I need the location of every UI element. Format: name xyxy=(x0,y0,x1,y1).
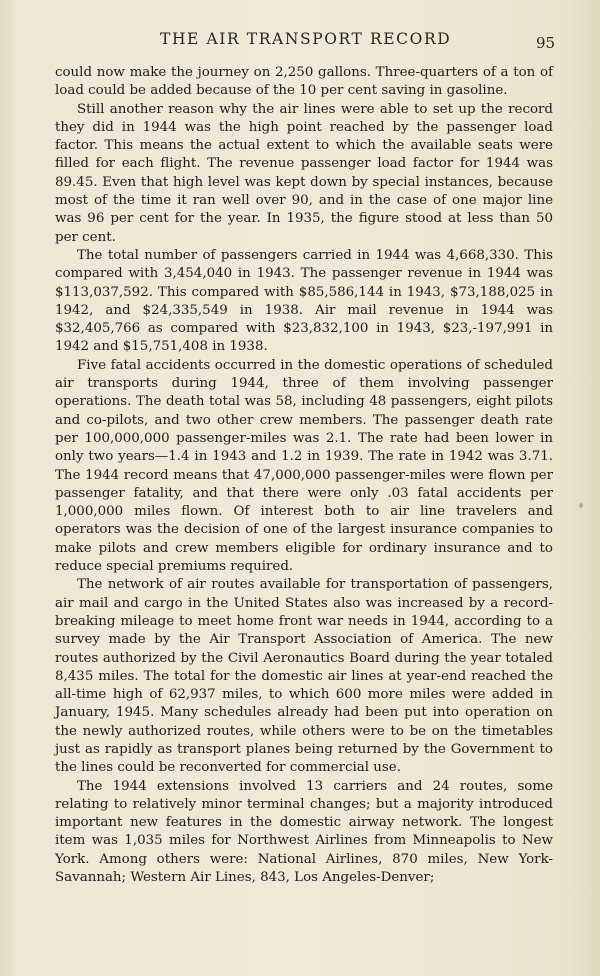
paragraph-passenger-revenue: The total number of passengers carried in 1944 was 4,668,330. This compared with 3,454,040 in 1943. The passenger revenue in 1944 was $113,037,592. This compared with $85,586,144 in 1943, $73,188,025 in 1942, and $24,335,549 in 1938. Air mail revenue in 1944 was $32,405,766 as compared with $23,832,100 in 1943, $23,-197,991 in 1942 and $15,751,408 in 1938. xyxy=(55,247,553,355)
body-text xyxy=(55,64,553,887)
paragraph-fatal-accidents: Five fatal accidents occurred in the domestic operations of scheduled air transports during 1944, three of them involving passenger operations. The death total was 58, including 48 passengers, eight pilots and co-pilots, and two other crew members. The passenger death rate per 100,000,000 passenger-miles was 2.1. The rate had been lower in only two years—1.4 in 1943 and 1.2 in 1939. The rate in 1942 was 3.71. The 1944 record means that 47,000,000 passenger-miles were flown per passenger fatality, and that there were only .03 fatal accidents per 1,000,000 miles flown. Of interest both to air line travelers and operators was the decision of one of the largest insurance companies to make pilots and crew members eligible for ordinary insurance and to reduce special premiums required. xyxy=(55,357,553,575)
paragraph-route-network: The network of air routes available for transportation of passengers, air mail and cargo in the United States also was increased by a record-breaking mileage to meet home front war needs in 1944, according to a survey made by the Air Transport Association of America. The new routes authorized by the Civil Aeronautics Board during the year totaled 8,435 miles. The total for the domestic air lines at year-end reached the all-time high of 62,937 miles, to which 600 more miles were added in January, 1945. Many schedules already had been put into operation on the newly authorized routes, while others were to be on the timetables just as rapidly as transport planes being returned by the Government to the lines could be reconverted for commercial use. xyxy=(55,577,553,776)
page-number: 95 xyxy=(536,34,556,52)
running-head: THE AIR TRANSPORT RECORD xyxy=(160,30,452,48)
page-header xyxy=(0,30,600,54)
paragraph-continuation: could now make the journey on 2,250 gallons. Three-quarters of a ton of load could be added because of the 10 per cent saving in gasoline. xyxy=(55,65,553,99)
paragraph-route-extensions: The 1944 extensions involved 13 carriers and 24 routes, some relating to relatively minor terminal changes; but a majority introduced important new features in the domestic airway network. The longest item was 1,035 miles for Northwest Airlines from Minneapolis to New York. Among others were: National Airlines, 870 miles, New York-Savannah; Western Air Lines, 843, Los Angeles-Denver; xyxy=(55,778,553,886)
paper-speck xyxy=(579,503,583,508)
paragraph-load-factor: Still another reason why the air lines were able to set up the record they did in 1944 was the high point reached by the passenger load factor. This means the actual extent to which the available seats were filled for each flight. The revenue passenger load factor for 1944 was 89.45. Even that high level was kept down by special instances, because most of the time it ran well over 90, and in the case of one major line was 96 per cent for the year. In 1935, the figure stood at less than 50 per cent. xyxy=(55,101,553,245)
